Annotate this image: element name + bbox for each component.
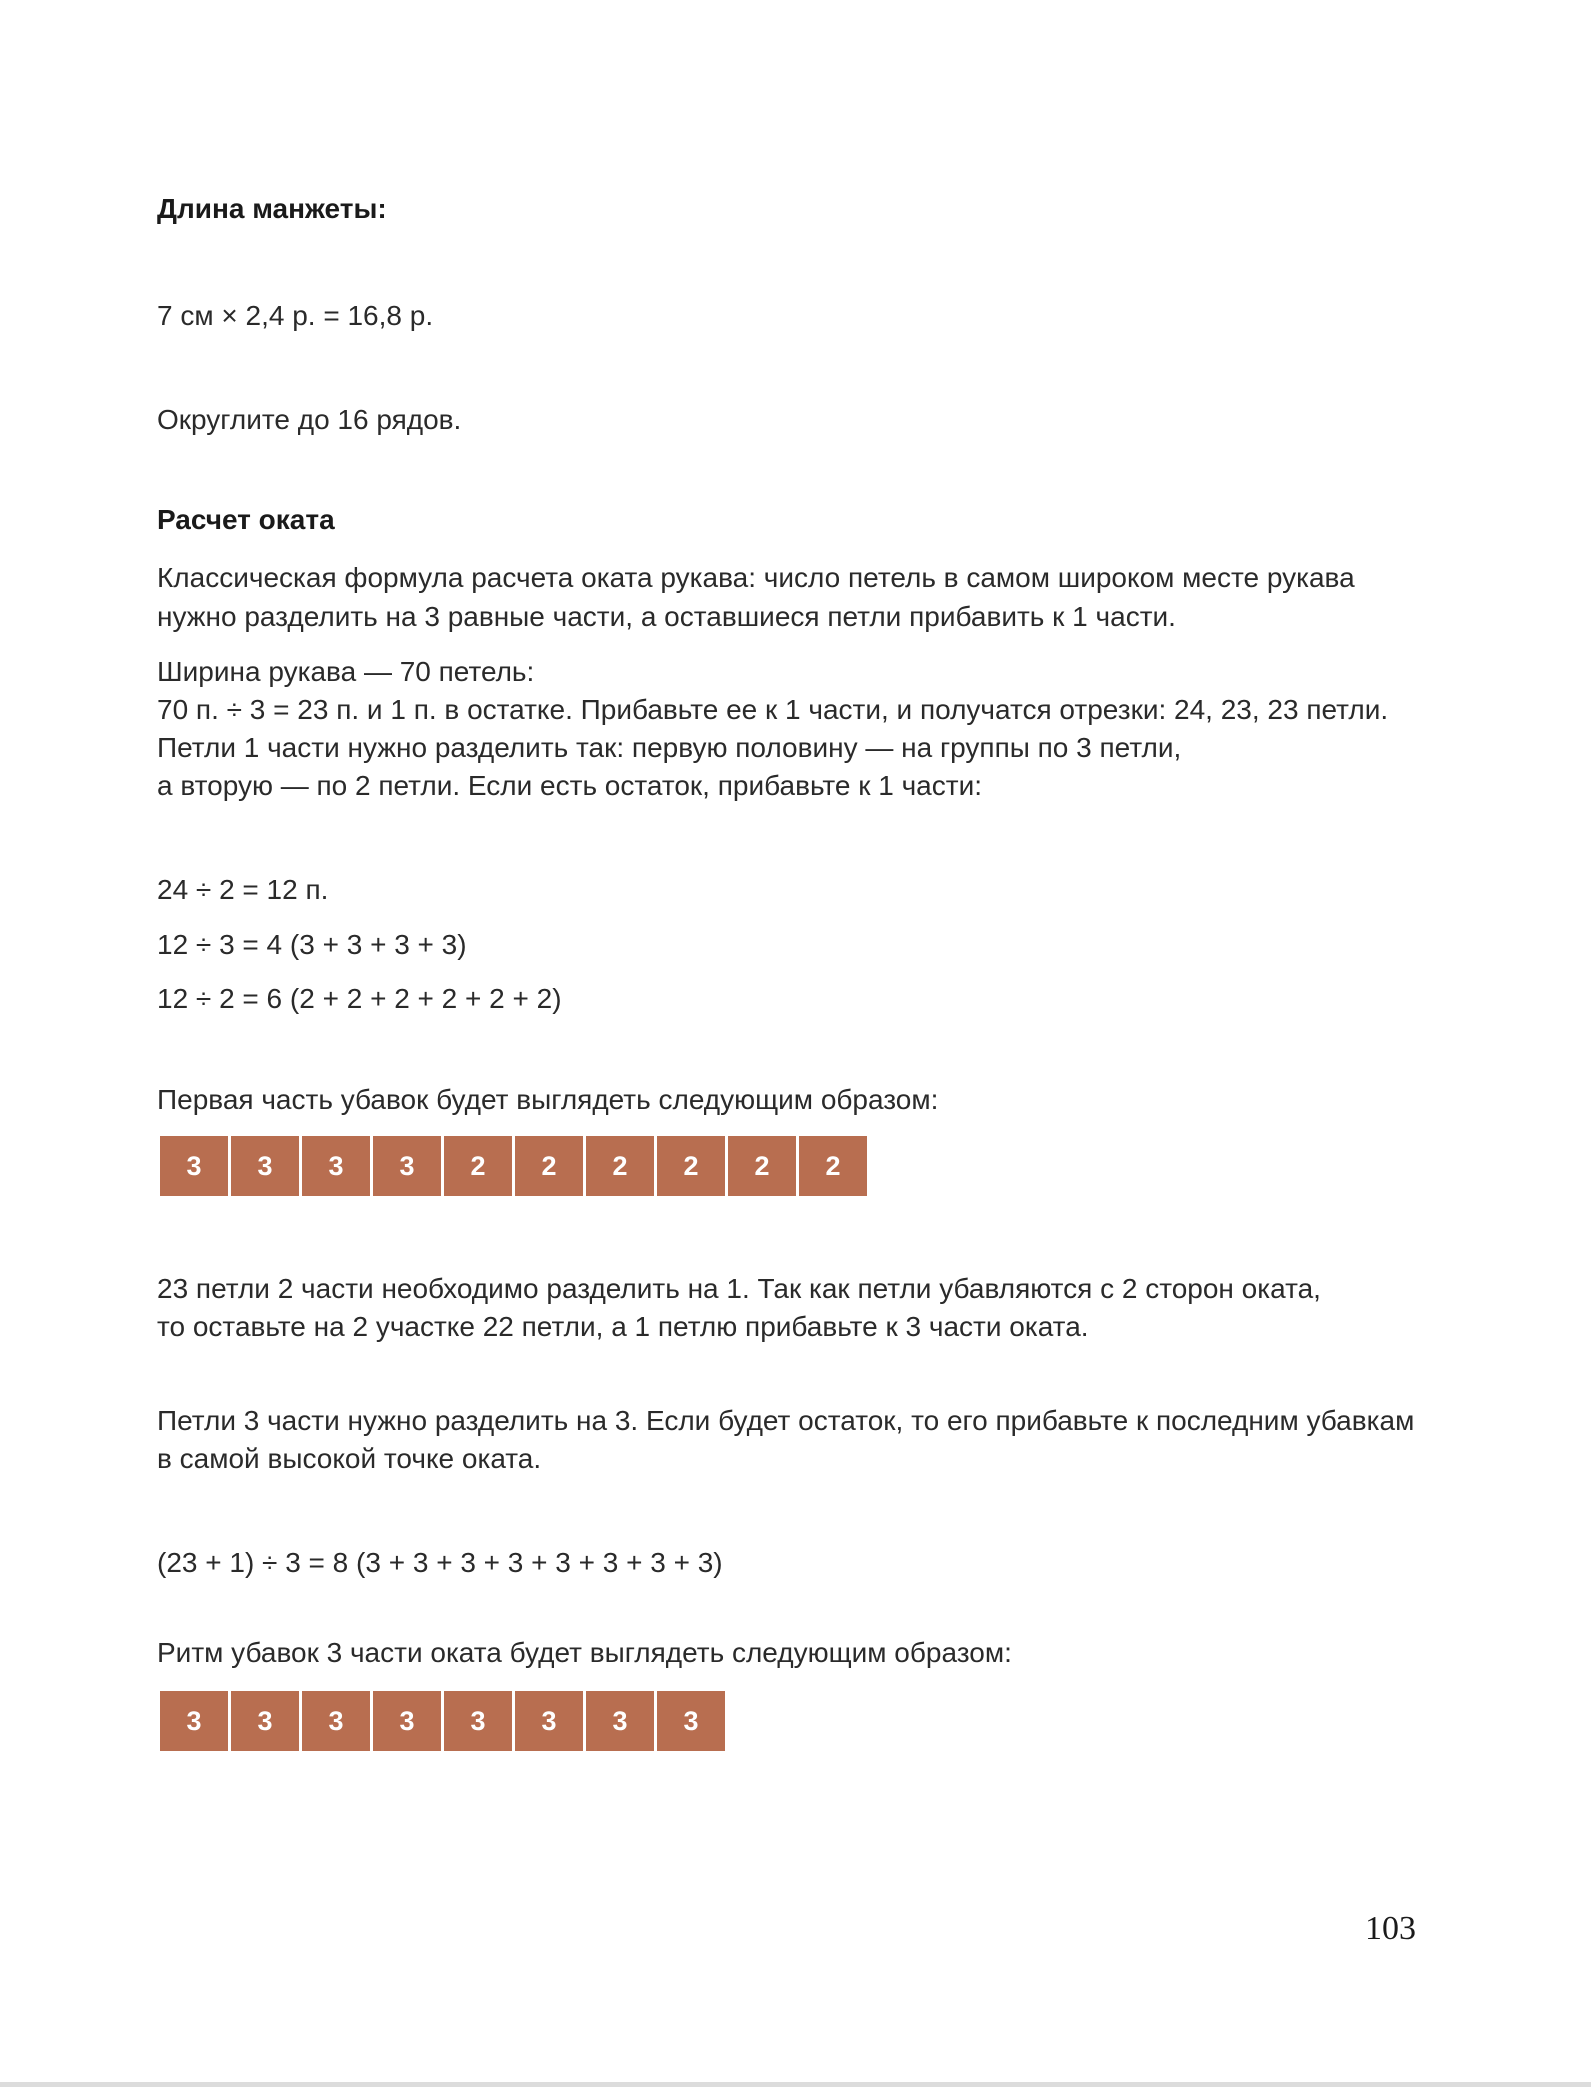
cuff-rounding: Округлите до 16 рядов. <box>157 404 462 435</box>
decrease-cell: 3 <box>160 1136 228 1196</box>
calculation-3: 12 ÷ 2 = 6 (2 + 2 + 2 + 2 + 2 + 2) <box>157 983 562 1014</box>
decrease-cell: 3 <box>231 1136 299 1196</box>
calculation-4: (23 + 1) ÷ 3 = 8 (3 + 3 + 3 + 3 + 3 + 3 + 3 + 3) <box>157 1547 723 1578</box>
decrease-cell: 3 <box>373 1136 441 1196</box>
decrease-cell: 3 <box>515 1691 583 1751</box>
calculation-1: 24 ÷ 2 = 12 п. <box>157 874 329 905</box>
calculation-2: 12 ÷ 3 = 4 (3 + 3 + 3 + 3) <box>157 929 467 960</box>
decrease-cell: 2 <box>586 1136 654 1196</box>
decrease-cell: 3 <box>160 1691 228 1751</box>
second-part-line-2: то оставьте на 2 участке 22 петли, а 1 петлю прибавьте к 3 части оката. <box>157 1311 1089 1342</box>
decrease-cell: 2 <box>728 1136 796 1196</box>
bottom-divider <box>0 2082 1591 2087</box>
cuff-length-heading: Длина манжеты: <box>157 193 387 224</box>
first-part-label: Первая часть убавок будет выглядеть следующим образом: <box>157 1084 939 1115</box>
decrease-cell: 2 <box>799 1136 867 1196</box>
decrease-cell: 2 <box>657 1136 725 1196</box>
sleeve-width-line-4: а вторую — по 2 петли. Если есть остаток, прибавьте к 1 части: <box>157 770 983 801</box>
sleeve-width-line-3: Петли 1 части нужно разделить так: первую половину — на группы по 3 петли, <box>157 732 1182 763</box>
decrease-cell: 3 <box>373 1691 441 1751</box>
second-part-line-1: 23 петли 2 части необходимо разделить на 1. Так как петли убавляются с 2 сторон оката, <box>157 1273 1321 1304</box>
decrease-cell: 3 <box>444 1691 512 1751</box>
decrease-cell: 2 <box>444 1136 512 1196</box>
sleeve-width-line-2: 70 п. ÷ 3 = 23 п. и 1 п. в остатке. Прибавьте ее к 1 части, и получатся отрезки: 24, 23, 23 петли. <box>157 694 1389 725</box>
first-part-decrease-row <box>160 1136 867 1196</box>
decrease-cell: 3 <box>586 1691 654 1751</box>
cap-calculation-heading: Расчет оката <box>157 504 335 535</box>
decrease-cell: 3 <box>302 1136 370 1196</box>
third-part-label: Ритм убавок 3 части оката будет выглядеть следующим образом: <box>157 1637 1012 1668</box>
decrease-cell: 3 <box>657 1691 725 1751</box>
third-part-line-2: в самой высокой точке оката. <box>157 1443 542 1474</box>
decrease-cell: 3 <box>302 1691 370 1751</box>
third-part-decrease-row <box>160 1691 725 1751</box>
cuff-formula: 7 см × 2,4 р. = 16,8 р. <box>157 300 434 331</box>
sleeve-width-line-1: Ширина рукава — 70 петель: <box>157 656 535 687</box>
cap-intro-line-2: нужно разделить на 3 равные части, а оставшиеся петли прибавить к 1 части. <box>157 601 1176 632</box>
decrease-cell: 2 <box>515 1136 583 1196</box>
cap-intro-line-1: Классическая формула расчета оката рукава: число петель в самом широком месте рукава <box>157 562 1355 593</box>
page-number: 103 <box>1365 1910 1416 1947</box>
third-part-line-1: Петли 3 части нужно разделить на 3. Если будет остаток, то его прибавьте к последним убавкам <box>157 1405 1415 1436</box>
decrease-cell: 3 <box>231 1691 299 1751</box>
